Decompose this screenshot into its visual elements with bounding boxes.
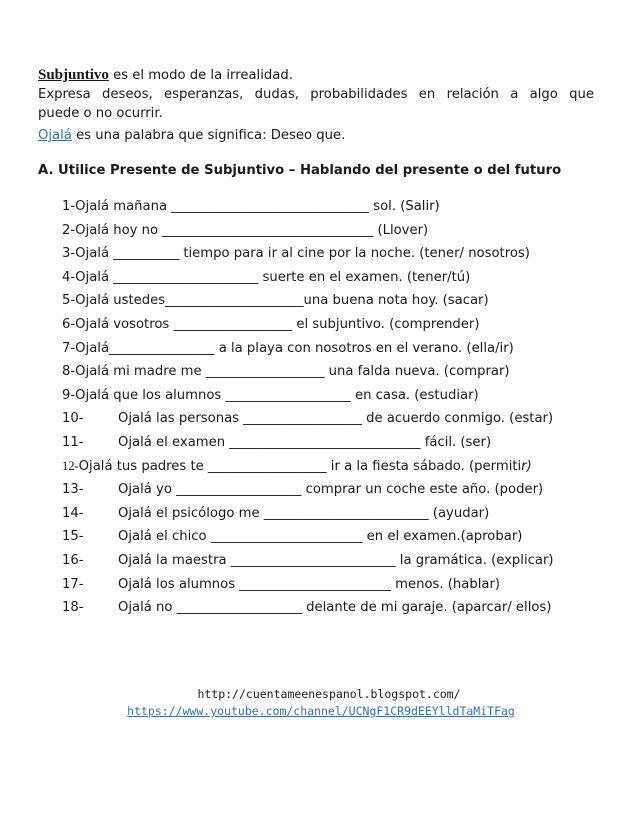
exercise-item (62, 435, 491, 450)
exercise-number: 16- (62, 553, 84, 568)
exercise-number: 1- (62, 199, 76, 214)
intro-line-1-text: es el modo de la irrealidad. (108, 68, 293, 83)
exercise-number: 4- (62, 270, 76, 285)
exercise-number: 18- (62, 600, 84, 615)
exercise-text: Ojalá vosotros __________________ el subjuntivo. (comprender) (75, 317, 480, 332)
exercise-number: 7- (62, 341, 76, 356)
exercise-number: 11- (62, 435, 84, 450)
exercise-number: 3- (62, 246, 76, 261)
exercise-text: Ojalá mañana ______________________________ sol. (Salir) (75, 199, 440, 214)
exercise-item (62, 482, 543, 497)
intro-paragraph (38, 66, 594, 123)
exercise-text: Ojalá yo ___________________ comprar un coche este año. (poder) (118, 482, 544, 497)
exercise-text: Ojalá ______________________ suerte en el examen. (tener/tú) (75, 270, 471, 285)
exercise-text: Ojalá el psicólogo me _________________________ (ayudar) (118, 506, 490, 521)
exercise-number: 10- (62, 411, 84, 426)
exercise-item (62, 199, 440, 214)
exercise-number: 12- (62, 459, 79, 473)
exercise-item (62, 577, 500, 592)
exercise-item (62, 270, 470, 285)
exercise-number: 8- (62, 364, 76, 379)
exercise-number: 9- (62, 388, 76, 403)
exercise-number: 5- (62, 293, 76, 308)
ojala-definition-text: es una palabra que significa: Deseo que. (71, 128, 346, 143)
exercise-text: Ojalá________________ a la playa con nosotros en el verano. (ella/ir) (75, 341, 514, 356)
exercise-item (62, 529, 522, 544)
footer-youtube-link[interactable]: https://www.youtube.com/channel/UCNgF1CR9dEEYlldTaMiTFag (127, 704, 515, 718)
intro-line-1 (38, 66, 594, 85)
exercise-item (62, 553, 554, 568)
ojala-link[interactable]: Ojalá (38, 128, 72, 143)
exercise-text: Ojalá __________ tiempo para ir al cine por la noche. (tener/ nosotros) (75, 246, 530, 261)
exercise-number: 14- (62, 506, 84, 521)
exercise-text: Ojalá que los alumnos ___________________ en casa. (estudiar) (75, 388, 479, 403)
exercise-text: Ojalá no ___________________ delante de mi garaje. (aparcar/ ellos) (118, 600, 552, 615)
footer-blog-url: http://cuentameenespanol.blogspot.com/ (197, 687, 461, 701)
exercise-item (62, 459, 532, 474)
exercise-item (62, 411, 553, 426)
exercise-text-tail: r) (521, 459, 532, 474)
exercise-text: Ojalá mi madre me __________________ una falda nueva. (comprar) (75, 364, 510, 379)
intro-line-3: puede o no ocurrir. (38, 106, 163, 121)
intro-line-2: Expresa deseos, esperanzas, dudas, probabilidades en relación a algo que (38, 87, 594, 102)
exercise-item (62, 600, 551, 615)
exercise-text: Ojalá ustedes_____________________una buena nota hoy. (sacar) (75, 293, 489, 308)
exercise-text: Ojalá las personas __________________ de acuerdo conmigo. (estar) (118, 411, 554, 426)
exercise-number: 6- (62, 317, 76, 332)
exercise-text: Ojalá hoy no ________________________________ (Llover) (75, 223, 429, 238)
section-heading: A. Utilice Presente de Subjuntivo – Hablando del presente o del futuro (38, 163, 562, 178)
exercise-text: Ojalá tus padres te __________________ ir a la fiesta sábado. (permiti (78, 459, 522, 474)
exercise-item (62, 388, 479, 403)
exercise-text: Ojalá el chico _______________________ en el examen.(aprobar) (118, 529, 523, 544)
exercise-item (62, 293, 489, 308)
exercise-item (62, 364, 510, 379)
subjuntivo-term: Subjuntivo (38, 67, 109, 83)
exercise-text: Ojalá la maestra _________________________ la gramática. (explicar) (118, 553, 554, 568)
footer-youtube-line (2, 704, 638, 718)
exercise-item (62, 246, 530, 261)
ojala-definition (38, 128, 345, 143)
exercise-number: 15- (62, 529, 84, 544)
exercise-item (62, 506, 489, 521)
exercise-number: 2- (62, 223, 76, 238)
exercise-text: Ojalá el examen _____________________________ fácil. (ser) (118, 435, 492, 450)
exercise-item (62, 317, 480, 332)
exercise-text: Ojalá los alumnos _______________________ menos. (hablar) (118, 577, 501, 592)
exercise-number: 17- (62, 577, 84, 592)
exercise-number: 13- (62, 482, 84, 497)
exercise-item (62, 223, 428, 238)
exercise-item (62, 341, 514, 356)
